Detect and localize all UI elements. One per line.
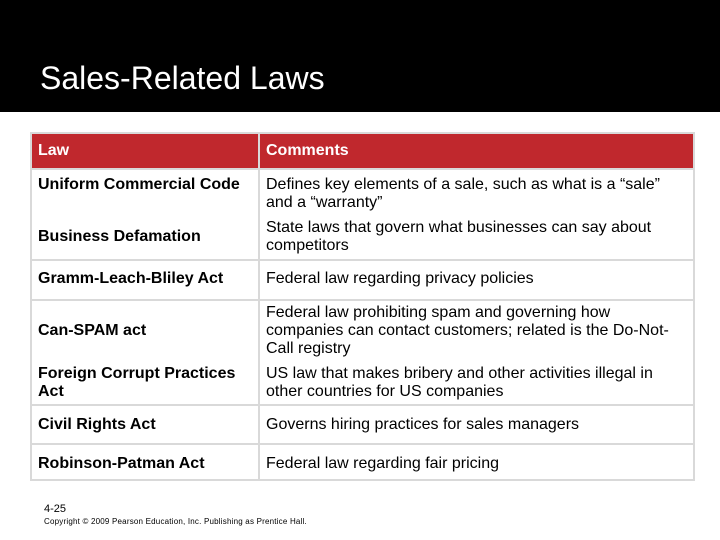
table-header-row [32, 134, 693, 170]
table-cell-comment: Governs hiring practices for sales managers [266, 416, 580, 433]
header-comments: Comments [266, 142, 349, 159]
table-cell-comment: Federal law prohibiting spam and governing how companies can contact customers; related is the Do-Not-Call registry [266, 304, 669, 357]
row-divider [32, 404, 693, 406]
table-cell-law: Can-SPAM act [38, 322, 147, 339]
table-cell-comment: State laws that govern what businesses can say about competitors [266, 219, 652, 254]
copyright-notice: Copyright © 2009 Pearson Education, Inc. Publishing as Prentice Hall. [44, 517, 307, 526]
table-cell-comment: Defines key elements of a sale, such as what is a “sale” and a “warranty” [266, 176, 660, 211]
table-cell-law: Robinson-Patman Act [38, 455, 205, 472]
slide-title: Sales-Related Laws [40, 60, 325, 96]
row-divider [32, 259, 693, 261]
column-divider [258, 134, 260, 479]
table-cell-comment: US law that makes bribery and other activities illegal in other countries for US companies [266, 365, 653, 400]
row-divider [32, 299, 693, 301]
page-number: 4-25 [44, 503, 67, 515]
table-cell-law: Gramm-Leach-Bliley Act [38, 270, 224, 287]
table-cell-law: Uniform Commercial Code [38, 176, 240, 193]
row-divider [32, 443, 693, 445]
laws-table [30, 132, 695, 481]
table-cell-law: Business Defamation [38, 228, 201, 245]
table-cell-comment: Federal law regarding privacy policies [266, 270, 534, 287]
table-cell-law: Civil Rights Act [38, 416, 156, 433]
header-law: Law [38, 142, 70, 159]
table-cell-law: Foreign Corrupt Practices Act [38, 365, 236, 400]
table-cell-comment: Federal law regarding fair pricing [266, 455, 499, 472]
title-bar [0, 0, 720, 112]
